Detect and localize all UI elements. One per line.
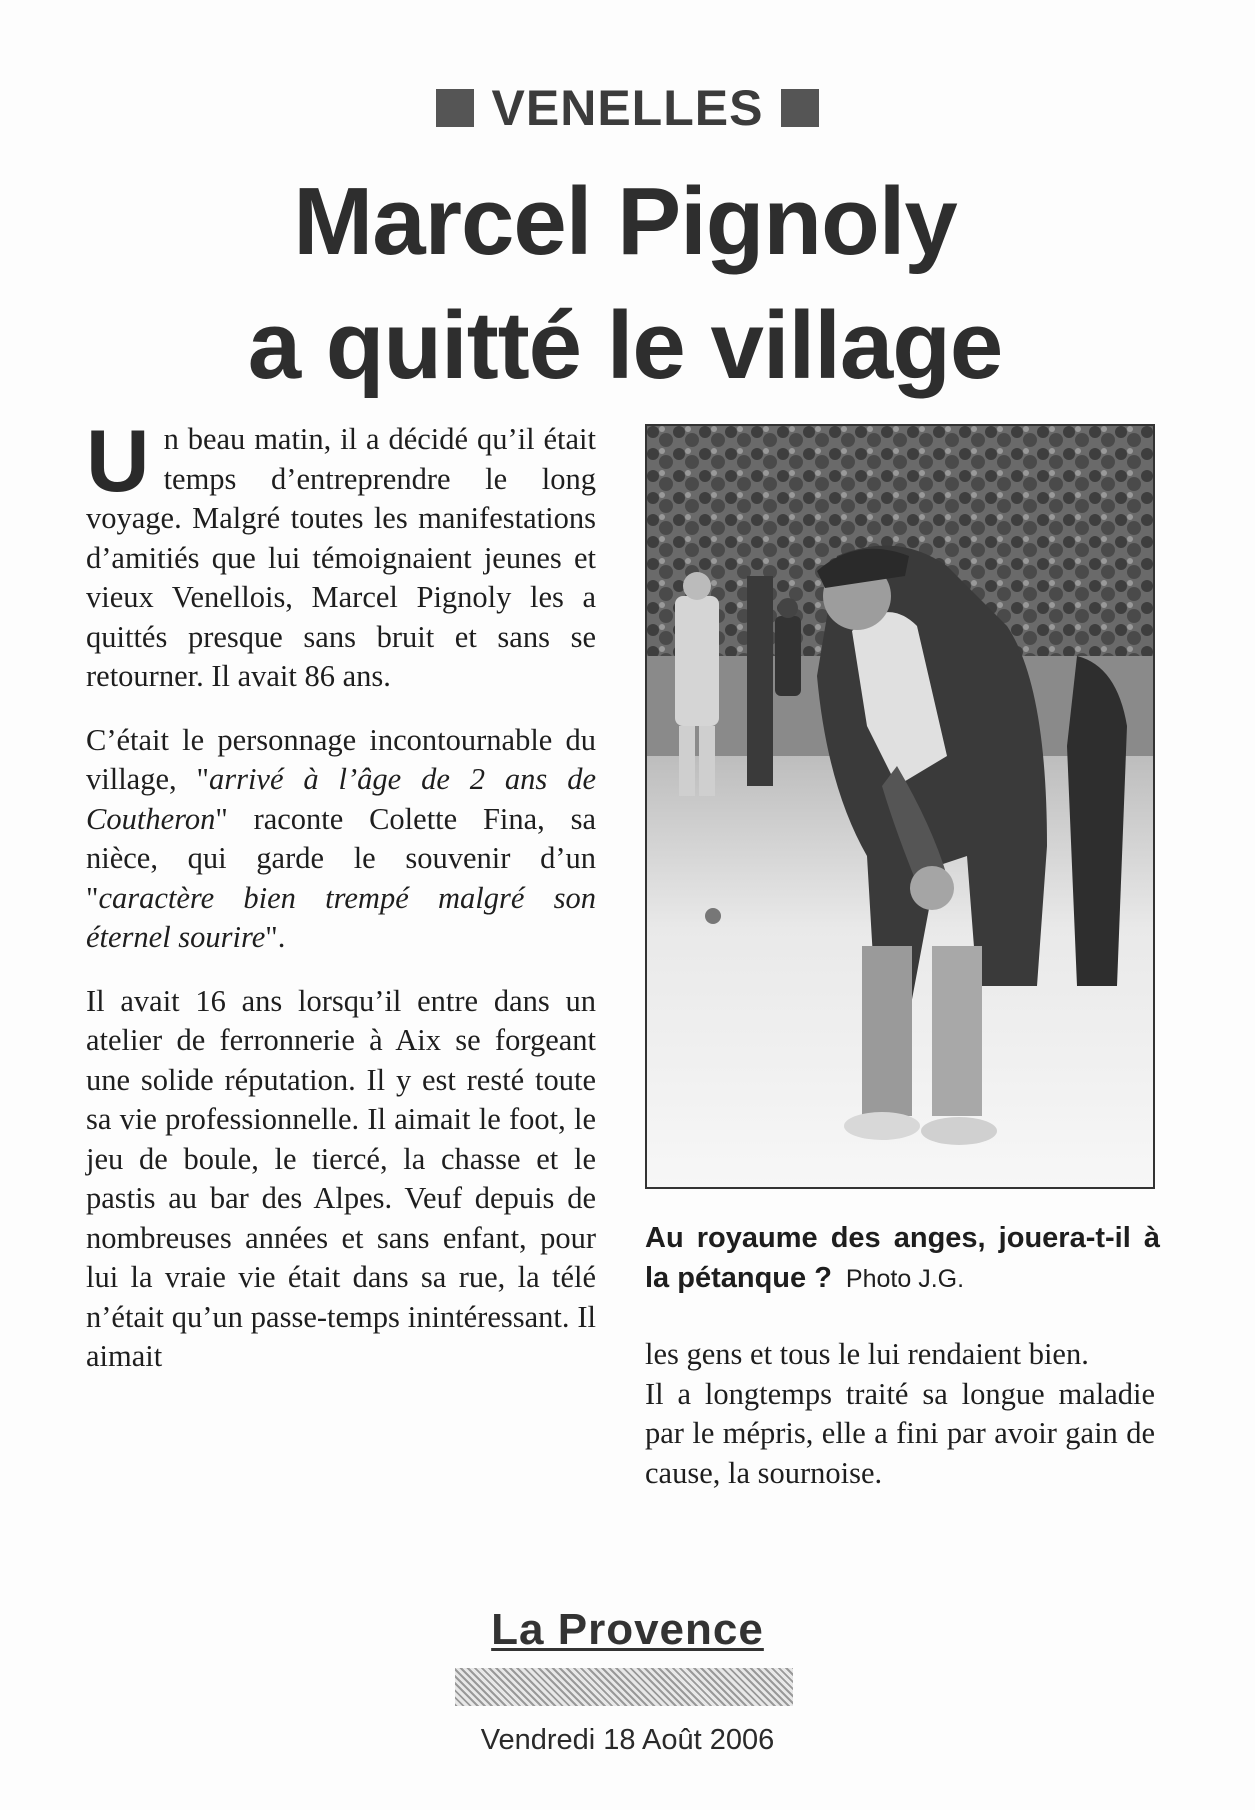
article-column-right	[645, 1335, 1155, 1493]
paragraph-2-text-e: ".	[265, 920, 286, 954]
paragraph-1-text: n beau matin, il a décidé qu’il était temps d’entreprendre le long voyage. Malgré toutes les manifestations d’amitiés que lui témoignaient jeunes et vieux Venellois, Marcel Pignoly les a quittés presque sans bruit et sans se retourner. Il avait 86 ans.	[86, 422, 596, 693]
photo-credit: Photo J.G.	[845, 1265, 965, 1293]
square-ornament-icon	[781, 89, 819, 127]
publication-date: Vendredi 18 Août 2006	[480, 1724, 775, 1756]
photo-caption	[645, 1218, 1160, 1299]
paragraph-4: les gens et tous le lui rendaient bien.	[645, 1337, 1089, 1371]
paragraph-2-text-c: " raconte Colette Fina, sa nièce, qui garde le souvenir d’un "	[86, 801, 596, 915]
caption-text: Au royaume des anges, jouera-t-il à la pétanque ?	[645, 1222, 1160, 1294]
headline-line-1: Marcel Pignoly	[293, 168, 957, 275]
paragraph-2	[86, 721, 596, 958]
masthead-text: La Provence	[491, 1605, 764, 1654]
headline	[120, 160, 1130, 408]
newspaper-masthead	[0, 1605, 1255, 1655]
hatched-bar	[455, 1668, 793, 1706]
drop-cap: U	[86, 411, 150, 510]
article-column-left	[86, 411, 596, 1401]
headline-line-2: a quitté le village	[247, 292, 1003, 399]
section-kicker	[0, 78, 1255, 138]
photo-illustration	[647, 426, 1153, 1187]
paragraph-1	[86, 411, 596, 697]
photo-petanque-player	[645, 424, 1155, 1189]
kicker-text: VENELLES	[491, 80, 764, 136]
paragraph-2-text-a: C’était le personnage incontournable du village, "	[86, 722, 596, 796]
paragraph-3: Il avait 16 ans lorsqu’il entre dans un atelier de ferronnerie à Aix se forgeant une solide réputation. Il y est resté toute sa vie professionnelle. Il aimait le foot, le jeu de boule, le tiercé, la chasse et le pastis au bar des Alpes. Veuf depuis de nombreuses années et sans enfant, pour lui la vraie vie était dans sa rue, la télé n’était qu’un passe-temps inintéressant. Il aimait	[86, 983, 596, 1373]
quote-1: arrivé à l’âge de 2 ans de Coutheron	[86, 762, 596, 836]
quote-2: caractère bien trempé malgré son éternel sourire	[86, 880, 596, 954]
paragraph-5: Il a longtemps traité sa longue maladie par le mépris, elle a fini par avoir gain de cause, la sournoise.	[645, 1376, 1155, 1490]
square-ornament-icon	[436, 89, 474, 127]
